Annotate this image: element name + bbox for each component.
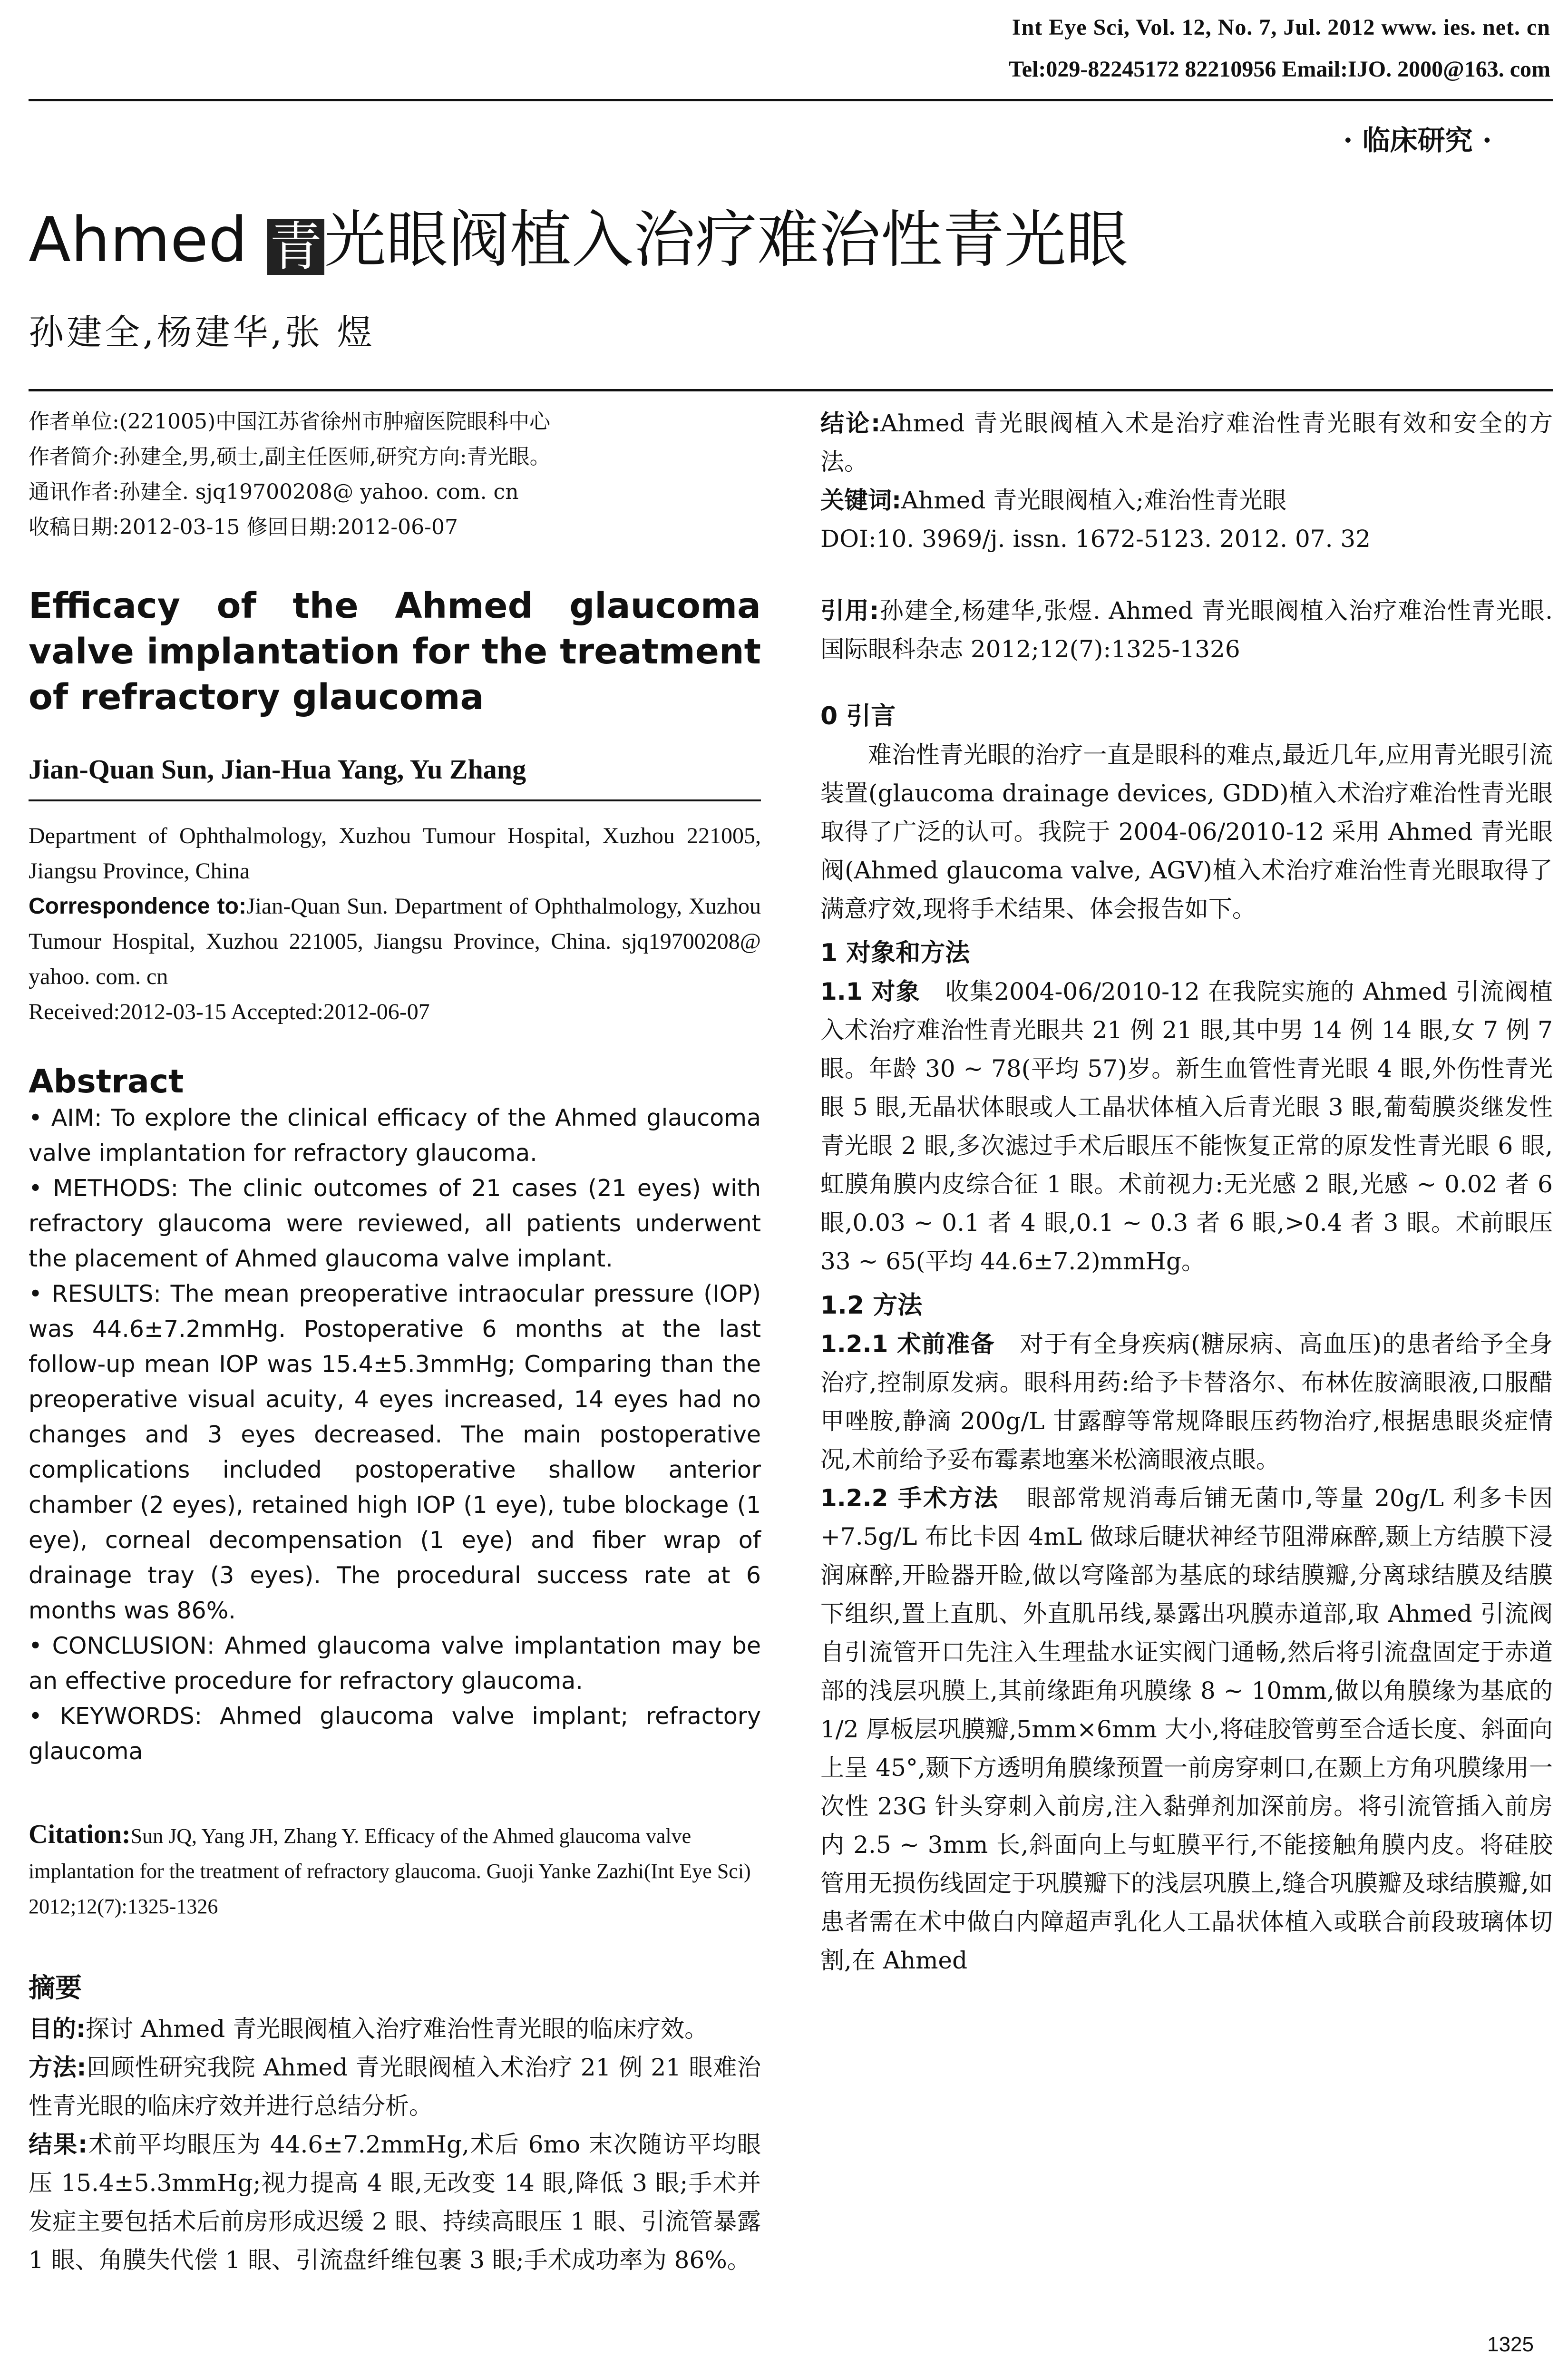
conclusion-label-zh: 结论:	[820, 409, 881, 437]
abstract-keywords: • KEYWORDS: Ahmed glaucoma valve implant; refractory glaucoma	[29, 1703, 761, 1765]
method-heading: 1.2 方法	[820, 1291, 923, 1320]
abstract-aim: • AIM: To explore the clinical efficacy of the Ahmed glaucoma valve implantation for refractory glaucoma.	[29, 1104, 761, 1167]
dates-zh: 收稿日期:2012-03-15 修回日期:2012-06-07	[29, 515, 458, 539]
prep-text: 对于有全身疾病(糖尿病、高血压)的患者给予全身治疗,控制原发病。眼科用药:给予卡替洛尔、布林佐胺滴眼液,口服醋甲唑胺,静滴 200g/L 甘露醇等常规降眼压药物治疗,根据患眼炎症情况,术前给予妥布霉素地塞米松滴眼液点眼。	[820, 1330, 1553, 1473]
article-title-zh	[29, 190, 1128, 279]
results-text-zh: 术前平均眼压为 44.6±7.2mmHg,术后 6mo 末次随访平均眼压 15.4±5.3mmHg;视力提高 4 眼,无改变 14 眼,降低 3 眼;手术并发症主要包括术后前房形成迟缓 2 眼、持续高眼压 1 眼、引流管暴露 1 眼、角膜失代偿 1 眼、引流盘纤维包裹 3 眼;手术成功率为 86%。	[29, 2131, 761, 2274]
abstract-zh-heading: 摘要	[29, 1973, 82, 2004]
title-rule	[29, 389, 1553, 391]
results-label-zh: 结果:	[29, 2131, 88, 2158]
citation-label: Citation:	[29, 1820, 131, 1849]
subjects-text: 收集2004-06/2010-12 在我院实施的 Ahmed 引流阀植入术治疗难治性青光眼共 21 例 21 眼,其中男 14 例 14 眼,女 7 例 7 眼。年龄 30 ~ 78(平均 57)岁。新生血管性青光眼 4 眼,外伤性青光眼 5 眼,无晶状体眼或人工晶状体植入后青光眼 3 眼,葡萄膜炎继发性青光眼 2 眼,多次滤过手术后眼压不能恢复正常的原发性青光眼 6 眼,虹膜角膜内皮综合征 1 眼。术前视力:无光感 2 眼,光感 ~ 0.02 者 6 眼,0.03 ~ 0.1 者 4 眼,0.1 ~ 0.3 者 6 眼,>0.4 者 3 眼。术前眼压 33 ~ 65(平均 44.6±7.2)mmHg。	[820, 978, 1553, 1275]
keywords-label-zh: 关键词:	[820, 487, 901, 514]
surgery-paragraph	[820, 1479, 1553, 1980]
title-zh-prefix: Ahmed	[29, 204, 267, 276]
title-zh-highlight: 青	[267, 219, 324, 275]
aim-text-zh: 探讨 Ahmed 青光眼阀植入治疗难治性青光眼的临床疗效。	[86, 2015, 709, 2043]
methods-heading: 1 对象和方法	[820, 939, 970, 967]
abstract-zh-results	[29, 2125, 761, 2280]
abstract-heading: Abstract	[29, 1063, 184, 1101]
authors-zh: 孙建全,杨建华,张 煜	[29, 312, 375, 353]
intro-paragraph: 难治性青光眼的治疗一直是眼科的难点,最近几年,应用青光眼引流装置(glaucoma drainage devices, GDD)植入术治疗难治性青光眼取得了广泛的认可。我院于 2004-06/2010-12 采用 Ahmed 青光眼阀(Ahmed glaucoma valve, AGV)植入术治疗难治性青光眼取得了满意疗效,现将手术结果、体会报告如下。	[820, 741, 1553, 923]
prep-label: 1.2.1 术前准备	[820, 1330, 995, 1358]
title-zh-rest: 光眼阀植入治疗难治性青光眼	[324, 204, 1128, 276]
correspondence-text: Jian-Quan Sun. Department of Ophthalmology, Xuzhou Tumour Hospital, Xuzhou 221005, Jiangsu Province, China. sjq19700208@ yahoo. com. cn	[29, 894, 761, 989]
journal-header: Int Eye Sci, Vol. 12, No. 7, Jul. 2012 www. ies. net. cn	[1012, 15, 1550, 40]
surgery-text: 眼部常规消毒后铺无菌巾,等量 20g/L 利多卡因+7.5g/L 布比卡因 4mL 做球后睫状神经节阻滞麻醉,颞上方结膜下浸润麻醉,开睑器开睑,做以穹隆部为基底的球结膜瓣,分离球结膜及结膜下组织,置上直肌、外直肌吊线,暴露出巩膜赤道部,取 Ahmed 引流阀自引流管开口先注入生理盐水证实阀门通畅,然后将引流盘固定于赤道部的浅层巩膜上,其前缘距角巩膜缘 8 ~ 10mm,做以角膜缘为基底的 1/2 厚板层巩膜瓣,5mm×6mm 大小,将硅胶管剪至合适长度、斜面向上呈 45°,颞下方透明角膜缘预置一前房穿刺口,在颞上方角巩膜缘用一次性 23G 针头穿刺入前房,注入黏弹剂加深前房。将引流管插入前房内 2.5 ~ 3mm 长,斜面向上与虹膜平行,不能接触角膜内皮。将硅胶管用无损伤线固定于巩膜瓣下的浅层巩膜上,缝合巩膜瓣及球结膜瓣,如患者需在术中做白内障超声乳化人工晶状体植入或联合前段玻璃体切割,在 Ahmed	[820, 1484, 1553, 1974]
header-rule	[29, 99, 1553, 101]
journal-contact: Tel:029-82245172 82210956 Email:IJO. 2000@163. com	[1009, 57, 1550, 82]
methods-text-zh: 回顾性研究我院 Ahmed 青光眼阀植入术治疗 21 例 21 眼难治性青光眼的临床疗效并进行总结分析。	[29, 2054, 761, 2120]
keywords-text-zh: Ahmed 青光眼阀植入;难治性青光眼	[901, 487, 1287, 514]
conclusion-text-zh: Ahmed 青光眼阀植入术是治疗难治性青光眼有效和安全的方法。	[820, 409, 1553, 476]
citation-en	[29, 1817, 761, 1924]
prep-paragraph	[820, 1325, 1553, 1479]
subjects-paragraph	[820, 973, 1553, 1281]
page-number: 1325	[1487, 2333, 1534, 2356]
intro-heading: 0 引言	[820, 702, 896, 731]
left-column	[29, 404, 761, 2280]
right-column	[820, 404, 1553, 1980]
abstract-zh-methods	[29, 2048, 761, 2125]
affiliation-en: Department of Ophthalmology, Xuzhou Tumour Hospital, Xuzhou 221005, Jiangsu Province, China	[29, 823, 761, 884]
abstract-zh-aim	[29, 2010, 761, 2048]
affiliation-zh: 作者单位:(221005)中国江苏省徐州市肿瘤医院眼科中心	[29, 409, 551, 434]
authors-en: Jian-Quan Sun, Jian-Hua Yang, Yu Zhang	[29, 754, 526, 785]
citation-zh-text: 孙建全,杨建华,张煜. Ahmed 青光眼阀植入治疗难治性青光眼. 国际眼科杂志 2012;12(7):1325-1326	[820, 597, 1553, 663]
author-rule	[29, 799, 761, 801]
correspondence-label: Correspondence to:	[29, 894, 246, 919]
abstract-zh-conclusion	[820, 404, 1553, 481]
citation-text: Sun JQ, Yang JH, Zhang Y. Efficacy of the Ahmed glaucoma valve implantation for the treatment of refractory glaucoma. Guoji Yanke Zazhi(Int Eye Sci) 2012;12(7):1325-1326	[29, 1824, 751, 1918]
subjects-label: 1.1 对象	[820, 978, 921, 1005]
abstract-results: • RESULTS: The mean preoperative intraocular pressure (IOP) was 44.6±7.2mmHg. Postoperative 6 months at the last follow-up mean IOP was 15.4±5.3mmHg; Comparing than the preoperative visual acuity, 4 eyes increased, 14 eyes had no changes and 3 eyes decreased. The main postoperative complications included postoperative shallow anterior chamber (2 eyes), retained high IOP (1 eye), tube blockage (1 eye), corneal decompensation (1 eye) and fiber wrap of drainage tray (3 eyes). The procedural success rate at 6 months was 86%.	[29, 1280, 761, 1624]
citation-zh	[820, 592, 1553, 669]
author-bio-zh: 作者简介:孙建全,男,硕士,副主任医师,研究方向:青光眼。	[29, 445, 551, 469]
abstract-conclusion: • CONCLUSION: Ahmed glaucoma valve implantation may be an effective procedure for refractory glaucoma.	[29, 1632, 761, 1695]
citation-zh-label: 引用:	[820, 597, 879, 624]
article-title-en: Efficacy of the Ahmed glaucoma valve implantation for the treatment of refractory glaucoma	[29, 585, 761, 718]
methods-label-zh: 方法:	[29, 2054, 87, 2081]
abstract-methods: • METHODS: The clinic outcomes of 21 cases (21 eyes) with refractory glaucoma were reviewed, all patients underwent the placement of Ahmed glaucoma valve implant.	[29, 1175, 761, 1272]
corresponding-zh: 通讯作者:孙建全. sjq19700208@ yahoo. com. cn	[29, 480, 519, 504]
abstract-zh-keywords	[820, 481, 1553, 520]
dates-en: Received:2012-03-15 Accepted:2012-06-07	[29, 999, 430, 1024]
aim-label-zh: 目的:	[29, 2015, 86, 2043]
section-tag: · 临床研究 ·	[1343, 124, 1492, 156]
surgery-label: 1.2.2 手术方法	[820, 1484, 1000, 1512]
doi: DOI:10. 3969/j. issn. 1672-5123. 2012. 07. 32	[820, 525, 1371, 553]
correspondence-en	[29, 889, 761, 994]
